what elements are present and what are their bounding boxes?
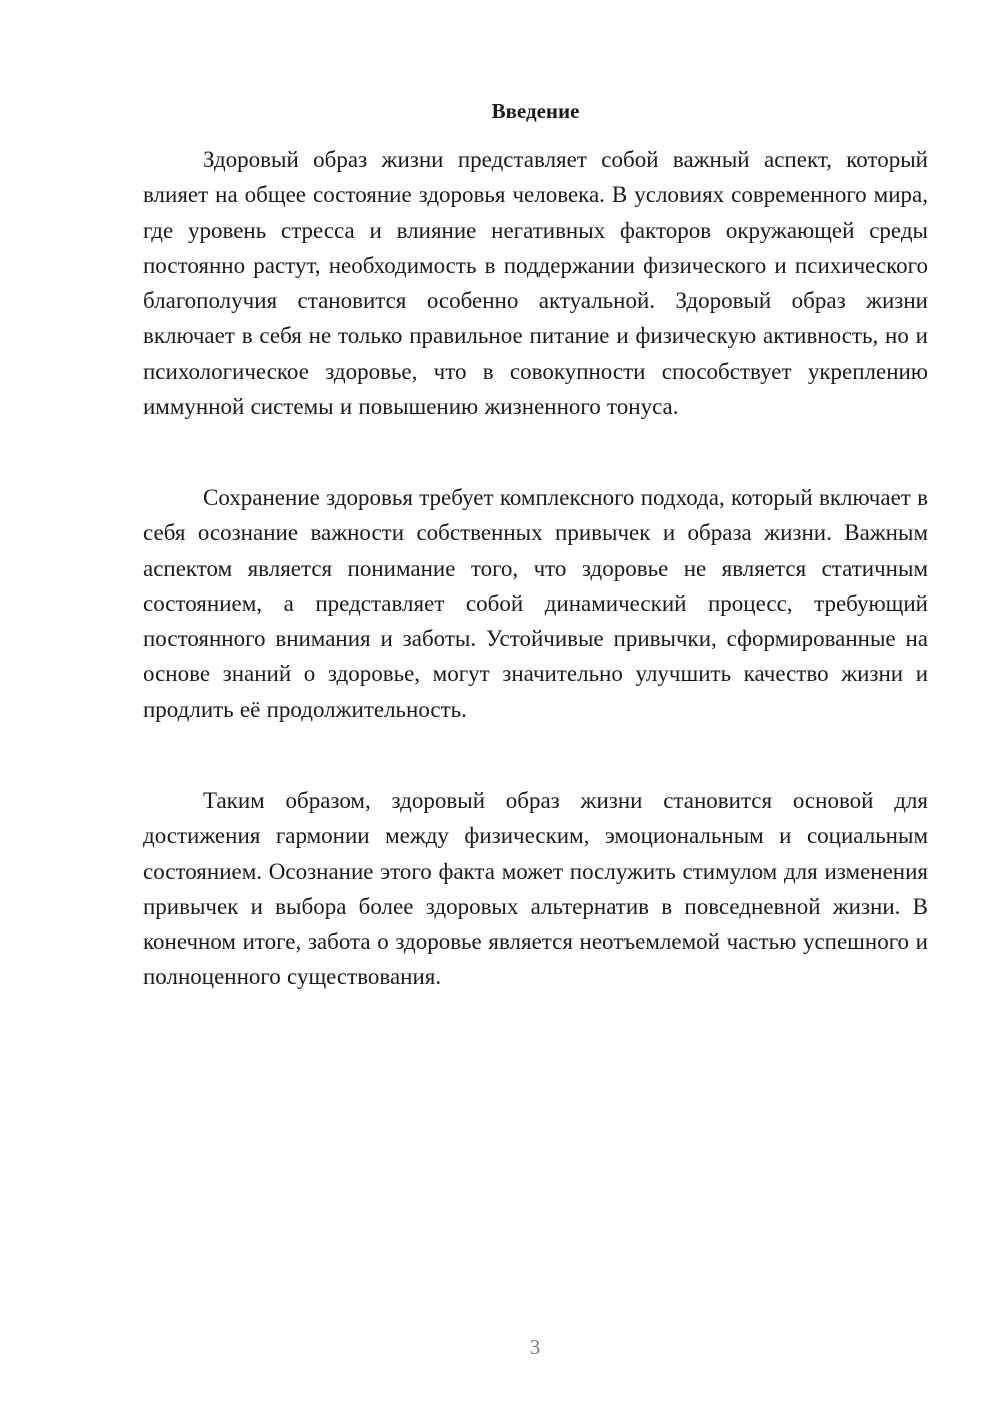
page-title: Введение bbox=[491, 99, 580, 123]
paragraph-health-habits: Сохранение здоровья требует комплексного подхода, который включает в себя осознание важности собственных привычек и образа жизни. Важным аспектом является понимание того, что здоровье не является статичным состоянием, а представляет собой динамический процесс, требующий постоянного внимания и заботы. Устойчивые привычки, сформированные на основе знаний о здоровье, могут значительно улучшить качество жизни и продлить её продолжительность. bbox=[143, 485, 928, 722]
page-number: 3 bbox=[529, 1335, 541, 1359]
paragraph-conclusion: Таким образом, здоровый образ жизни становится основой для достижения гармонии между физическим, эмоциональным и социальным состоянием. Осознание этого факта может послужить стимулом для изменения привычек и выбора более здоровых альтернатив в повседневной жизни. В конечном итоге, забота о здоровье является неотъемлемой частью успешного и полноценного существования. bbox=[143, 788, 928, 990]
paragraph-intro: Здоровый образ жизни представляет собой важный аспект, который влияет на общее состояние здоровья человека. В условиях современного мира, где уровень стресса и влияние негативных факторов окружающей среды постоянно растут, необходимость в поддержании физического и психического благополучия становится особенно актуальной. Здоровый образ жизни включает в себя не только правильное питание и физическую активность, но и психологическое здоровье, что в совокупности способствует укреплению иммунной системы и повышению жизненного тонуса. bbox=[143, 147, 928, 420]
